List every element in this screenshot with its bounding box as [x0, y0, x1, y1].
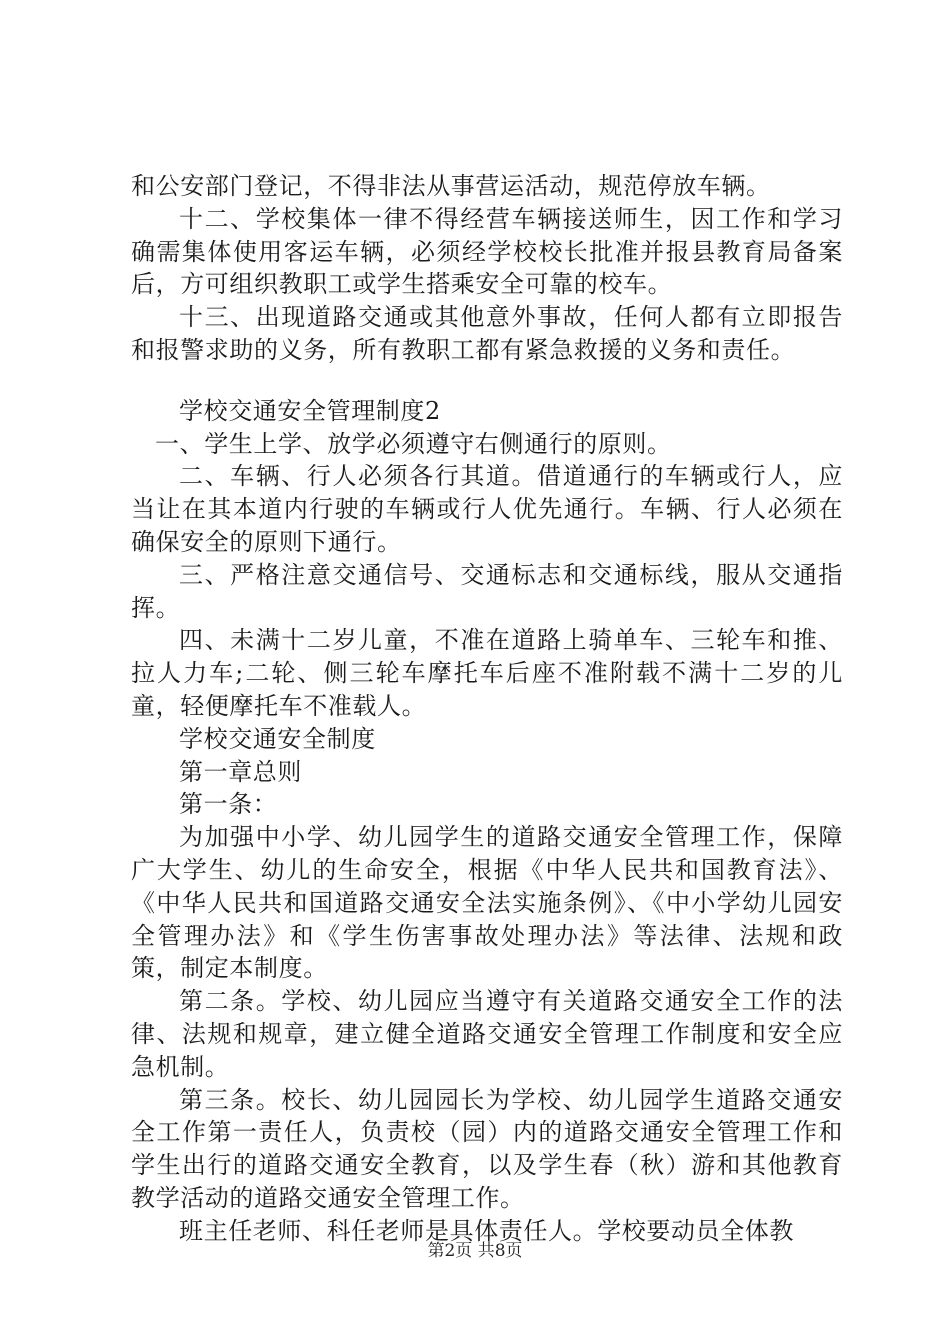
paragraph-rule-13: 十三、出现道路交通或其他意外事故，任何人都有立即报告和报警求助的义务，所有教职工都有紧急救援的义务和责任。: [131, 303, 843, 364]
paragraph-rule-12: 十二、学校集体一律不得经营车辆接送师生，因工作和学习确需集体使用客运车辆，必须经学校校长批准并报县教育局备案后，方可组织教职工或学生搭乘安全可靠的校车。: [131, 204, 843, 299]
paragraph-item-4: 四、未满十二岁儿童，不准在道路上骑单车、三轮车和推、拉人力车;二轮、侧三轮车摩托车后座不准附载不满十二岁的儿童，轻便摩托车不准载人。: [131, 626, 843, 720]
paragraph-responsibility: 班主任老师、科任老师是具体责任人。学校要动员全体教: [179, 1216, 794, 1245]
paragraph-item-3: 三、严格注意交通信号、交通标志和交通标线，服从交通指挥。: [131, 560, 843, 622]
paragraph-article-1-body: 为加强中小学、幼儿园学生的道路交通安全管理工作，保障广大学生、幼儿的生命安全，根据《中华人民共和国教育法》、《中华人民共和国道路交通安全法实施条例》、《中小学幼儿园安全管理办法》和《学生伤害事故处理办法》等法律、法规和政策，制定本制度。: [131, 823, 843, 983]
section-heading-2: 学校交通安全管理制度2: [179, 396, 441, 425]
document-body: [131, 170, 843, 1248]
section-gap: [131, 367, 843, 395]
page-footer: 第2页 共8页: [427, 1241, 523, 1261]
heading-chapter-1: 第一章总则: [179, 757, 302, 786]
heading-article-1: 第一条：: [179, 790, 278, 819]
heading-school-traffic-rules: 学校交通安全制度: [179, 724, 376, 753]
paragraph-item-2: 二、车辆、行人必须各行其道。借道通行的车辆或行人，应当让在其本道内行驶的车辆或行人优先通行。车辆、行人必须在确保安全的原则下通行。: [131, 462, 843, 556]
paragraph-article-3: 第三条。校长、幼儿园园长为学校、幼儿园学生道路交通安全工作第一责任人，负责校（园）内的道路交通安全管理工作和学生出行的道路交通安全教育，以及学生春（秋）游和其他教育教学活动的道路交通安全管理工作。: [131, 1085, 843, 1212]
paragraph-item-1: 一、学生上学、放学必须遵守右侧通行的原则。: [155, 429, 672, 458]
paragraph-article-2: 第二条。学校、幼儿园应当遵守有关道路交通安全工作的法律、法规和规章，建立健全道路交通安全管理工作制度和安全应急机制。: [131, 987, 843, 1081]
paragraph-continuation: 和公安部门登记，不得非法从事营运活动，规范停放车辆。: [131, 172, 771, 200]
